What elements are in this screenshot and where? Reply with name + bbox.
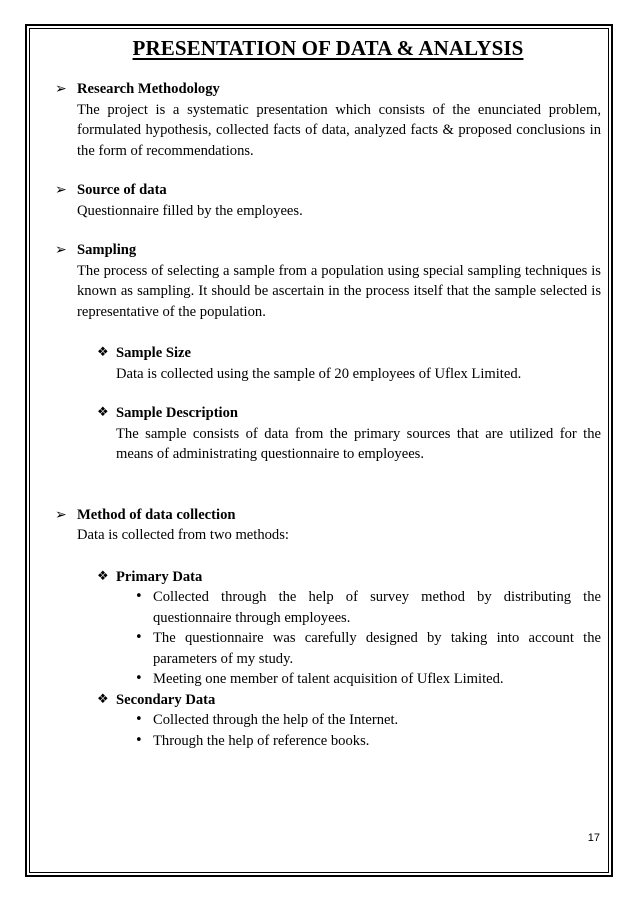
arrow-bullet-icon: ➢ xyxy=(55,242,67,258)
list-item: • Meeting one member of talent acquisition of Uflex Limited. xyxy=(55,669,601,690)
subsection-heading: Sample Size xyxy=(116,345,191,361)
bullet-icon: • xyxy=(135,732,143,748)
section-source-of-data xyxy=(55,180,601,221)
section-body: The process of selecting a sample from a population using special sampling techniques is known as sampling. It should be ascertain in the process itself that the sample selected is representative of the population. xyxy=(77,262,601,320)
list-item: • Collected through the help of survey method by distributing the questionnaire through employees. xyxy=(135,589,601,626)
bullet-icon: • xyxy=(135,589,143,604)
page-number: 17 xyxy=(587,832,600,844)
section-body: Data is collected from two methods: xyxy=(77,527,289,543)
page-content xyxy=(55,36,601,751)
section-heading: Sampling xyxy=(77,242,137,258)
section-heading: Method of data collection xyxy=(77,506,236,523)
diamond-bullet-icon: ❖ xyxy=(97,405,109,420)
section-body: The project is a systematic presentation which consists of the enunciated problem, formulated hypothesis, collected facts of data, analyzed facts & proposed conclusions in the form of recommendations. xyxy=(77,101,601,159)
subsection-heading: Primary Data xyxy=(116,568,203,585)
bullet-icon: • xyxy=(135,671,143,686)
arrow-bullet-icon: ➢ xyxy=(55,81,67,97)
bullet-icon: • xyxy=(135,712,143,727)
diamond-bullet-icon: ❖ xyxy=(97,691,109,707)
subsection-heading: Secondary Data xyxy=(116,691,216,708)
section-body: Questionnaire filled by the employees. xyxy=(77,202,303,219)
arrow-bullet-icon: ➢ xyxy=(55,182,67,198)
subsection-primary-data xyxy=(55,567,601,588)
diamond-bullet-icon: ❖ xyxy=(97,568,109,584)
subsection-sample-description xyxy=(55,403,601,465)
subsection-secondary-data xyxy=(55,690,601,711)
bullet-icon: • xyxy=(135,630,143,645)
subsection-heading: Sample Description xyxy=(116,405,239,421)
list-item: • Through the help of reference books. xyxy=(55,731,601,752)
section-research-methodology xyxy=(55,79,601,161)
section-method-of-data-collection xyxy=(55,505,601,546)
subsection-body: The sample consists of data from the primary sources that are utilized for the means of administrating questionnaire to employees. xyxy=(116,425,601,462)
diamond-bullet-icon: ❖ xyxy=(97,345,109,360)
list-item: • Collected through the help of the Internet. xyxy=(55,710,601,731)
section-sampling xyxy=(55,240,601,322)
page-title: PRESENTATION OF DATA & ANALYSIS xyxy=(132,36,524,60)
section-heading: Source of data xyxy=(77,182,167,198)
section-heading: Research Methodology xyxy=(77,81,220,97)
arrow-bullet-icon: ➢ xyxy=(55,506,67,523)
subsection-body: Data is collected using the sample of 20 employees of Uflex Limited. xyxy=(116,365,522,382)
subsection-sample-size xyxy=(55,343,601,384)
list-item: • The questionnaire was carefully designed by taking into account the parameters of my study. xyxy=(135,630,601,667)
